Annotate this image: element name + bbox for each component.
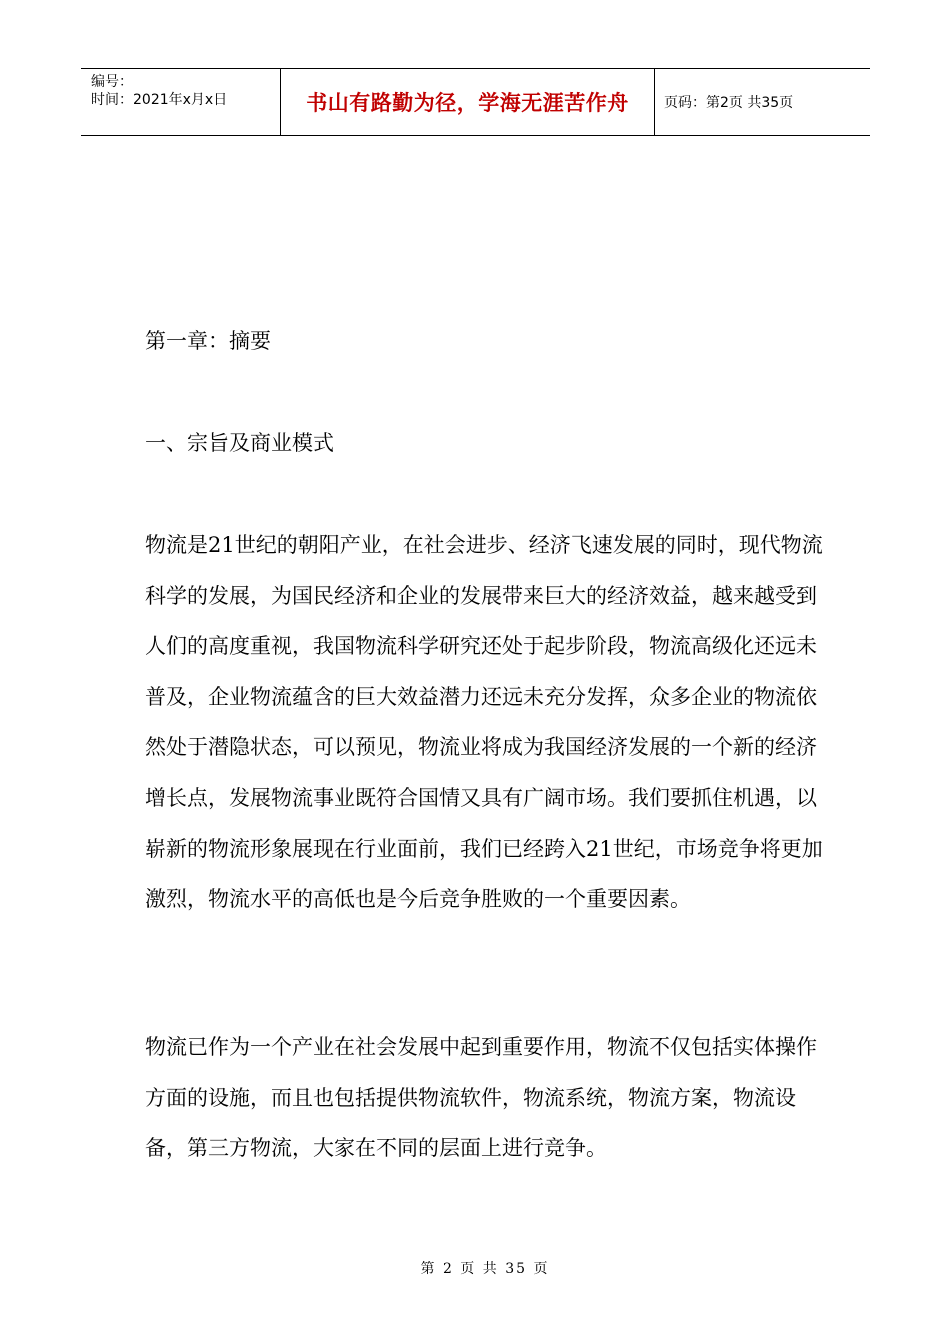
header-meta (81, 69, 281, 135)
page-number: 第 2 页 共 35 页 (420, 1261, 550, 1277)
page-header (81, 68, 870, 136)
chapter-title: 第一章：摘要 (145, 329, 271, 353)
section-title: 一、宗旨及商业模式 (145, 431, 334, 455)
header-page-info: 页码：第2页 共35页 (664, 95, 794, 111)
body-paragraph: 物流是21世纪的朝阳产业，在社会进步、经济飞速发展的同时，现代物流科学的发展，为国民经济和企业的发展带来巨大的经济效益，越来越受到人们的高度重视，我国物流科学研究还处于起步阶段，物流高级化还远未普及，企业物流蕴含的巨大效益潜力还远未充分发挥，众多企业的物流依然处于潜隐状态，可以预见，物流业将成为我国经济发展的一个新的经济增长点，发展物流事业既符合国情又具有广阔市场。我们要抓住机遇，以崭新的物流形象展现在行业面前，我们已经跨入21世纪，市场竞争将更加激烈，物流水平的高低也是今后竞争胜败的一个重要因素。 (145, 533, 823, 912)
body-paragraph: 物流已作为一个产业在社会发展中起到重要作用，物流不仅包括实体操作方面的设施，而且也包括提供物流软件，物流系统，物流方案，物流设备，第三方物流，大家在不同的层面上进行竞争。 (145, 1035, 817, 1161)
document-number-label: 编号： (91, 74, 133, 90)
document-date: 时间：2021年x月x日 (91, 92, 228, 108)
page-footer (0, 1258, 950, 1278)
header-motto: 书山有路勤为径，学海无涯苦作舟 (281, 69, 655, 135)
